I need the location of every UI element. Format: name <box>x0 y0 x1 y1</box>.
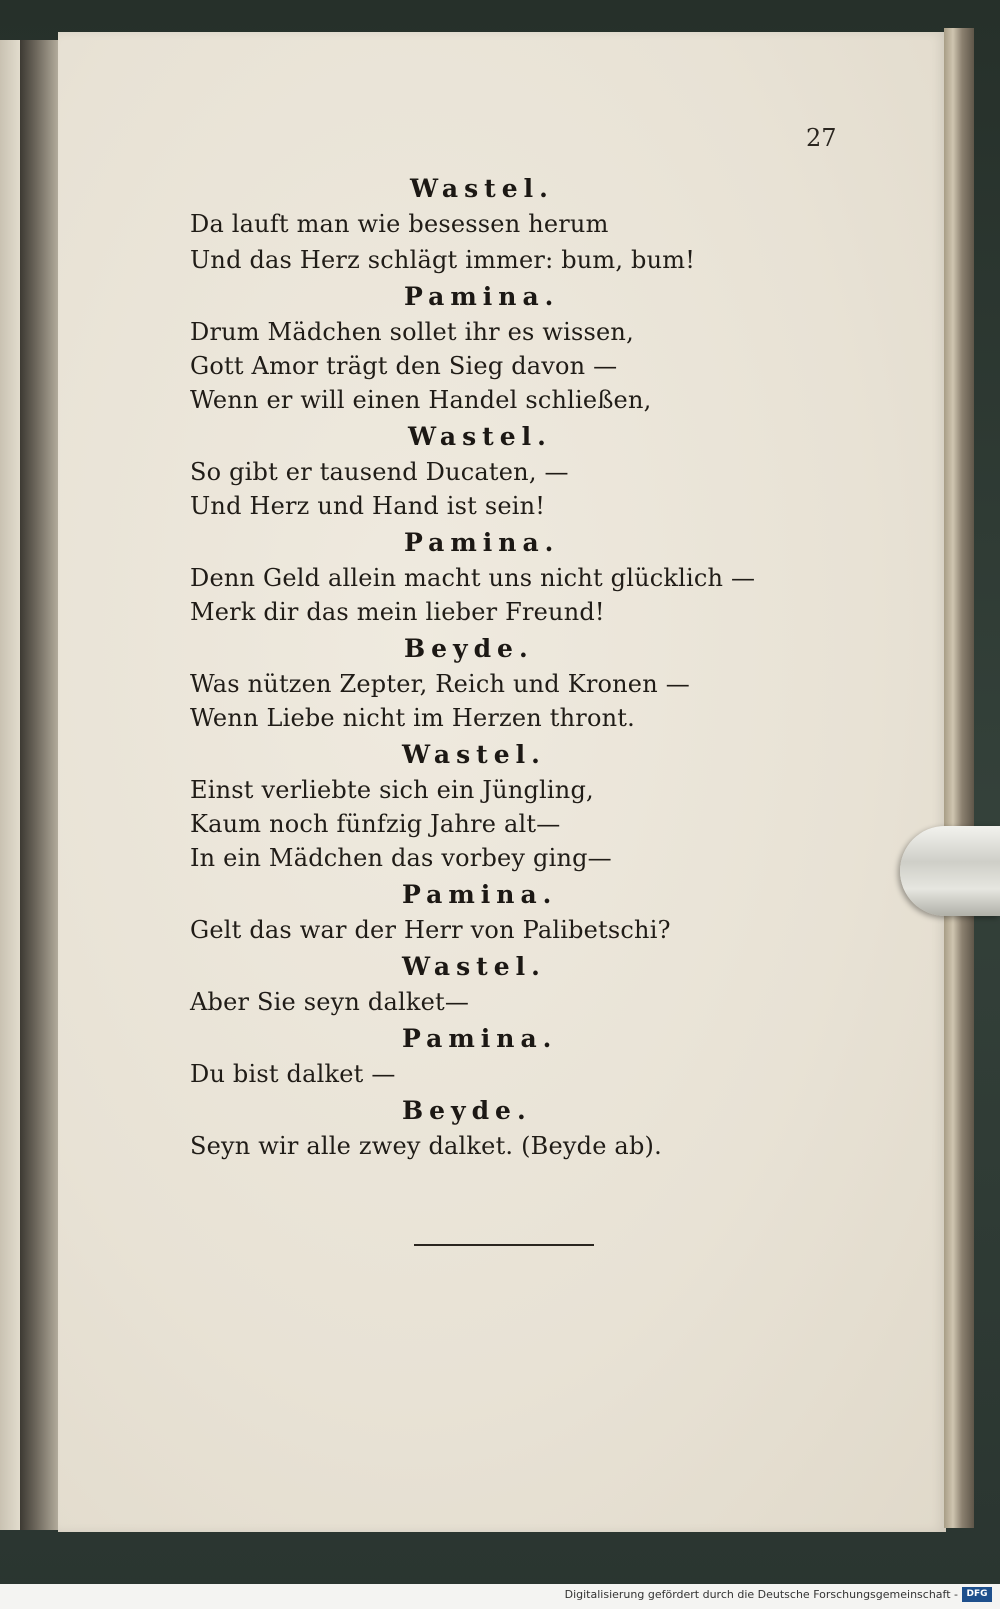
verse-line: Merk dir das mein lieber Freund! <box>190 598 605 626</box>
speaker-heading: Wastel. <box>408 422 552 451</box>
speaker-heading: Pamina. <box>402 880 558 909</box>
dfg-logo: DFG <box>962 1587 992 1602</box>
verse-line: Wenn er will einen Handel schließen, <box>190 386 652 414</box>
verse-line: Seyn wir alle zwey dalket. (Beyde ab). <box>190 1132 662 1160</box>
verse-line: Einst verliebte sich ein Jüngling, <box>190 776 594 804</box>
speaker-heading: Pamina. <box>404 282 560 311</box>
verse-line: In ein Mädchen das vorbey ging— <box>190 844 612 872</box>
speaker-heading: Beyde. <box>402 1096 532 1125</box>
page-number: 27 <box>806 124 837 152</box>
speaker-heading: Pamina. <box>404 528 560 557</box>
verse-line: Du bist dalket — <box>190 1060 396 1088</box>
verse-line: Was nützen Zepter, Reich und Kronen — <box>190 670 690 698</box>
speaker-heading: Beyde. <box>404 634 534 663</box>
speaker-heading: Wastel. <box>410 174 554 203</box>
speaker-heading: Wastel. <box>402 740 546 769</box>
verse-line: Denn Geld allein macht uns nicht glücklich — <box>190 564 756 592</box>
verse-line: Und Herz und Hand ist sein! <box>190 492 546 520</box>
verse-line: Und das Herz schlägt immer: bum, bum! <box>190 246 696 274</box>
verse-line: Gott Amor trägt den Sieg davon — <box>190 352 618 380</box>
closing-rule <box>414 1244 594 1246</box>
verse-line: So gibt er tausend Ducaten, — <box>190 458 569 486</box>
verse-line: Kaum noch fünfzig Jahre alt— <box>190 810 561 838</box>
speaker-heading: Wastel. <box>402 952 546 981</box>
verse-line: Da lauft man wie besessen herum <box>190 210 609 238</box>
verse-line: Aber Sie seyn dalket— <box>190 988 470 1016</box>
verse-line: Gelt das war der Herr von Palibetschi? <box>190 916 671 944</box>
verse-line: Wenn Liebe nicht im Herzen thront. <box>190 704 635 732</box>
footer-credit: Digitalisierung gefördert durch die Deutsche Forschungsgemeinschaft - <box>564 1588 958 1601</box>
speaker-heading: Pamina. <box>402 1024 558 1053</box>
verse-line: Drum Mädchen sollet ihr es wissen, <box>190 318 634 346</box>
